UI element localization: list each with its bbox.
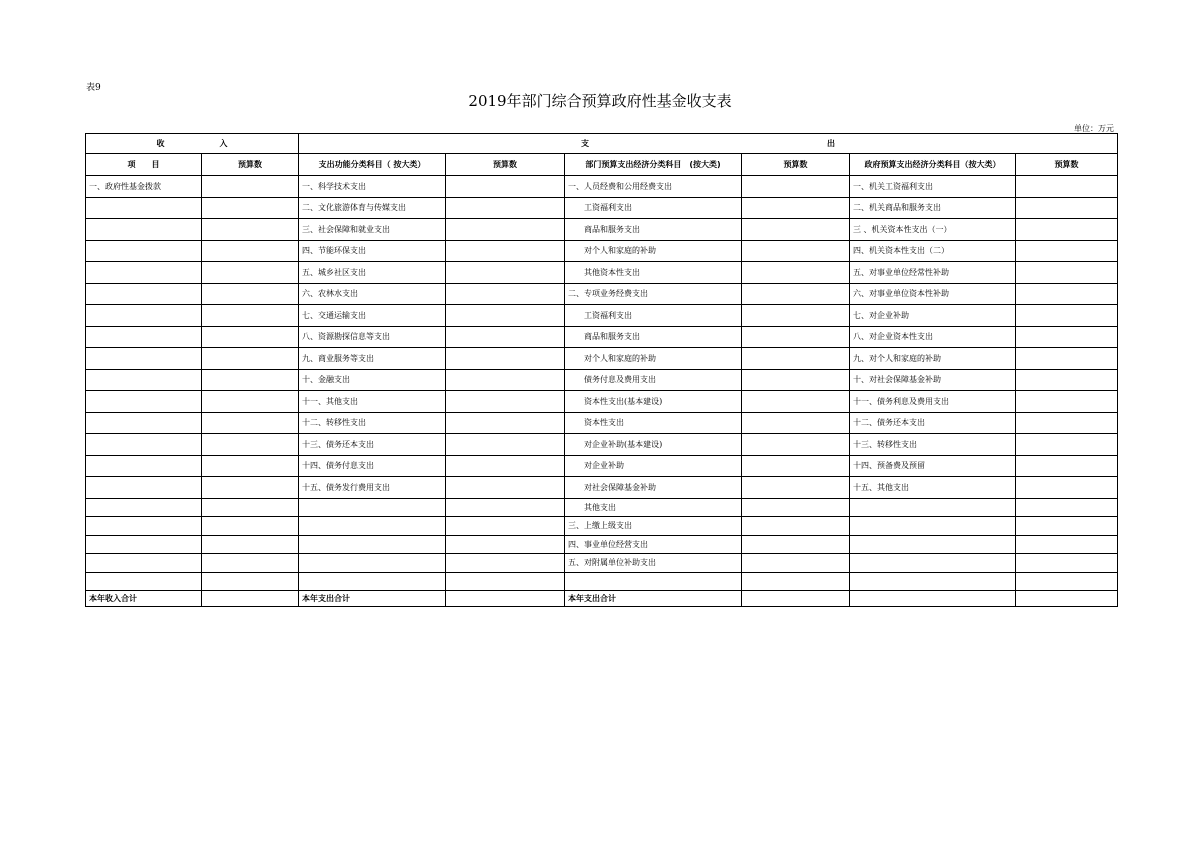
row-dept-budget <box>742 176 850 198</box>
row-gov-econ-category: 一、机关工资福利支出 <box>850 176 1016 198</box>
row-func-budget <box>446 572 565 591</box>
row-item-name <box>86 219 202 241</box>
row-func-category: 九、商业服务等支出 <box>299 348 446 370</box>
row-item-name <box>86 283 202 305</box>
income-label-left: 收 <box>156 139 165 148</box>
row-income-budget <box>202 348 299 370</box>
table-row <box>86 326 1118 348</box>
row-gov-budget <box>1016 219 1118 241</box>
col-header-item: 项 目 <box>86 154 202 176</box>
expense-label-left: 支 <box>581 139 590 148</box>
row-item-name <box>86 391 202 413</box>
row-gov-budget <box>1016 176 1118 198</box>
row-func-budget <box>446 498 565 517</box>
row-dept-econ-category: 一、人员经费和公用经费支出 <box>565 176 742 198</box>
row-func-budget <box>446 326 565 348</box>
row-func-category: 二、文化旅游体育与传媒支出 <box>299 197 446 219</box>
row-gov-econ-category: 十五、其他支出 <box>850 477 1016 499</box>
row-func-budget <box>446 412 565 434</box>
unit-label: 单位：万元 <box>1074 124 1114 133</box>
row-func-category <box>299 517 446 536</box>
row-dept-econ-category: 其他资本性支出 <box>565 262 742 284</box>
row-dept-econ-category: 二、专项业务经费支出 <box>565 283 742 305</box>
row-dept-budget <box>742 391 850 413</box>
total-income-label: 本年收入合计 <box>86 591 202 607</box>
row-item-name <box>86 477 202 499</box>
row-item-name <box>86 305 202 327</box>
row-dept-econ-category: 对个人和家庭的补助 <box>565 348 742 370</box>
table-row <box>86 369 1118 391</box>
table-row <box>86 219 1118 241</box>
row-income-budget <box>202 219 299 241</box>
row-item-name <box>86 498 202 517</box>
row-func-category: 一、科学技术支出 <box>299 176 446 198</box>
row-gov-econ-category: 二、机关商品和服务支出 <box>850 197 1016 219</box>
table-row <box>86 391 1118 413</box>
row-func-category <box>299 535 446 554</box>
row-func-category <box>299 498 446 517</box>
row-income-budget <box>202 535 299 554</box>
total-row <box>86 591 1118 607</box>
col-header-budget: 预算数 <box>742 154 850 176</box>
total-func-budget <box>446 591 565 607</box>
row-gov-econ-category: 十三、转移性支出 <box>850 434 1016 456</box>
row-item-name <box>86 434 202 456</box>
income-group-header <box>86 134 299 154</box>
table-row <box>86 176 1118 198</box>
table-row <box>86 197 1118 219</box>
row-gov-budget <box>1016 326 1118 348</box>
row-dept-econ-category <box>565 572 742 591</box>
row-item-name <box>86 369 202 391</box>
row-dept-budget <box>742 554 850 573</box>
row-dept-budget <box>742 369 850 391</box>
row-dept-budget <box>742 197 850 219</box>
row-gov-econ-category: 五、对事业单位经常性补助 <box>850 262 1016 284</box>
row-dept-budget <box>742 305 850 327</box>
row-item-name <box>86 455 202 477</box>
row-item-name <box>86 262 202 284</box>
row-func-category: 十四、债务付息支出 <box>299 455 446 477</box>
row-gov-econ-category <box>850 517 1016 536</box>
table-row <box>86 283 1118 305</box>
row-dept-econ-category: 商品和服务支出 <box>565 219 742 241</box>
row-func-category: 三、社会保障和就业支出 <box>299 219 446 241</box>
row-func-budget <box>446 477 565 499</box>
table-row <box>86 240 1118 262</box>
table-row <box>86 262 1118 284</box>
row-gov-budget <box>1016 348 1118 370</box>
table-row <box>86 517 1118 536</box>
total-func-label: 本年支出合计 <box>299 591 446 607</box>
table-row <box>86 412 1118 434</box>
row-income-budget <box>202 477 299 499</box>
row-func-budget <box>446 305 565 327</box>
row-item-name <box>86 554 202 573</box>
row-func-category <box>299 554 446 573</box>
row-item-name <box>86 535 202 554</box>
total-dept-label: 本年支出合计 <box>565 591 742 607</box>
row-func-category: 十一、其他支出 <box>299 391 446 413</box>
row-dept-econ-category: 资本性支出 <box>565 412 742 434</box>
total-gov-label <box>850 591 1016 607</box>
row-dept-econ-category: 对社会保障基金补助 <box>565 477 742 499</box>
row-income-budget <box>202 572 299 591</box>
table-row <box>86 498 1118 517</box>
row-gov-budget <box>1016 498 1118 517</box>
table-row <box>86 535 1118 554</box>
row-func-budget <box>446 348 565 370</box>
row-func-category: 十五、债务发行费用支出 <box>299 477 446 499</box>
table-row <box>86 455 1118 477</box>
row-func-category: 十二、转移性支出 <box>299 412 446 434</box>
group-header-row <box>86 134 1118 154</box>
row-dept-budget <box>742 535 850 554</box>
table-row <box>86 348 1118 370</box>
row-dept-econ-category: 其他支出 <box>565 498 742 517</box>
row-func-category: 十三、债务还本支出 <box>299 434 446 456</box>
col-header-budget: 预算数 <box>446 154 565 176</box>
income-label-right: 入 <box>219 139 228 148</box>
page-title: 2019年部门综合预算政府性基金收支表 <box>468 92 732 110</box>
row-gov-budget <box>1016 535 1118 554</box>
row-dept-budget <box>742 517 850 536</box>
col-header-budget: 预算数 <box>202 154 299 176</box>
row-func-budget <box>446 176 565 198</box>
row-gov-econ-category: 六、对事业单位资本性补助 <box>850 283 1016 305</box>
row-income-budget <box>202 434 299 456</box>
row-dept-budget <box>742 498 850 517</box>
row-dept-econ-category: 工资福利支出 <box>565 305 742 327</box>
row-income-budget <box>202 554 299 573</box>
row-func-budget <box>446 535 565 554</box>
row-func-category: 六、农林水支出 <box>299 283 446 305</box>
row-dept-econ-category: 三、上缴上级支出 <box>565 517 742 536</box>
row-income-budget <box>202 391 299 413</box>
table-row <box>86 477 1118 499</box>
row-gov-budget <box>1016 477 1118 499</box>
row-dept-econ-category: 对个人和家庭的补助 <box>565 240 742 262</box>
row-func-budget <box>446 554 565 573</box>
row-gov-budget <box>1016 197 1118 219</box>
row-dept-econ-category: 资本性支出(基本建设) <box>565 391 742 413</box>
total-income-budget <box>202 591 299 607</box>
row-gov-econ-category: 十四、预备费及预留 <box>850 455 1016 477</box>
row-func-budget <box>446 517 565 536</box>
row-gov-budget <box>1016 369 1118 391</box>
row-func-budget <box>446 262 565 284</box>
budget-table <box>85 133 1118 607</box>
row-item-name <box>86 240 202 262</box>
row-gov-econ-category <box>850 498 1016 517</box>
row-income-budget <box>202 305 299 327</box>
row-dept-budget <box>742 348 850 370</box>
row-income-budget <box>202 517 299 536</box>
row-dept-budget <box>742 219 850 241</box>
row-gov-econ-category: 七、对企业补助 <box>850 305 1016 327</box>
row-gov-budget <box>1016 240 1118 262</box>
row-gov-econ-category: 十一、债务利息及费用支出 <box>850 391 1016 413</box>
row-dept-budget <box>742 477 850 499</box>
row-item-name <box>86 326 202 348</box>
row-func-category <box>299 572 446 591</box>
row-gov-econ-category: 四、机关资本性支出（二） <box>850 240 1016 262</box>
row-gov-econ-category: 八、对企业资本性支出 <box>850 326 1016 348</box>
row-gov-budget <box>1016 554 1118 573</box>
row-dept-econ-category: 商品和服务支出 <box>565 326 742 348</box>
row-gov-econ-category <box>850 535 1016 554</box>
row-income-budget <box>202 412 299 434</box>
col-header-func-category: 支出功能分类科目（ 按大类） <box>299 154 446 176</box>
row-func-category: 四、节能环保支出 <box>299 240 446 262</box>
row-func-budget <box>446 283 565 305</box>
row-dept-budget <box>742 434 850 456</box>
row-dept-econ-category: 对企业补助 <box>565 455 742 477</box>
row-gov-econ-category: 十、对社会保障基金补助 <box>850 369 1016 391</box>
row-func-budget <box>446 197 565 219</box>
row-dept-budget <box>742 283 850 305</box>
row-income-budget <box>202 283 299 305</box>
col-header-dept-econ-category: 部门预算支出经济分类科目 (按大类) <box>565 154 742 176</box>
row-func-budget <box>446 240 565 262</box>
row-dept-budget <box>742 572 850 591</box>
row-gov-budget <box>1016 283 1118 305</box>
table-row <box>86 572 1118 591</box>
row-gov-budget <box>1016 305 1118 327</box>
row-gov-econ-category: 十二、债务还本支出 <box>850 412 1016 434</box>
row-income-budget <box>202 176 299 198</box>
row-func-category: 五、城乡社区支出 <box>299 262 446 284</box>
row-income-budget <box>202 455 299 477</box>
row-dept-econ-category: 五、对附属单位补助支出 <box>565 554 742 573</box>
row-gov-budget <box>1016 412 1118 434</box>
row-income-budget <box>202 498 299 517</box>
row-func-budget <box>446 455 565 477</box>
row-gov-econ-category <box>850 572 1016 591</box>
row-income-budget <box>202 326 299 348</box>
row-gov-econ-category <box>850 554 1016 573</box>
row-func-category: 十、金融支出 <box>299 369 446 391</box>
row-dept-budget <box>742 455 850 477</box>
row-func-category: 八、资源勘探信息等支出 <box>299 326 446 348</box>
row-item-name <box>86 348 202 370</box>
table-row <box>86 554 1118 573</box>
column-header-row <box>86 154 1118 176</box>
col-header-budget: 预算数 <box>1016 154 1118 176</box>
row-gov-budget <box>1016 517 1118 536</box>
row-func-budget <box>446 391 565 413</box>
table-row <box>86 434 1118 456</box>
row-dept-budget <box>742 262 850 284</box>
row-dept-econ-category: 债务付息及费用支出 <box>565 369 742 391</box>
row-func-budget <box>446 219 565 241</box>
row-dept-budget <box>742 412 850 434</box>
total-gov-budget <box>1016 591 1118 607</box>
row-func-category: 七、交通运输支出 <box>299 305 446 327</box>
row-dept-budget <box>742 326 850 348</box>
row-gov-budget <box>1016 434 1118 456</box>
row-gov-econ-category: 三 、机关资本性支出（一） <box>850 219 1016 241</box>
row-item-name <box>86 412 202 434</box>
row-gov-budget <box>1016 572 1118 591</box>
row-gov-budget <box>1016 391 1118 413</box>
row-func-budget <box>446 434 565 456</box>
row-income-budget <box>202 262 299 284</box>
row-dept-econ-category: 四、事业单位经营支出 <box>565 535 742 554</box>
total-dept-budget <box>742 591 850 607</box>
row-dept-budget <box>742 240 850 262</box>
row-gov-econ-category: 九、对个人和家庭的补助 <box>850 348 1016 370</box>
row-gov-budget <box>1016 455 1118 477</box>
row-income-budget <box>202 369 299 391</box>
row-item-name <box>86 517 202 536</box>
table-number: 表9 <box>86 83 101 93</box>
row-gov-budget <box>1016 262 1118 284</box>
row-income-budget <box>202 240 299 262</box>
row-item-name <box>86 197 202 219</box>
row-item-name: 一、政府性基金拨款 <box>86 176 202 198</box>
row-income-budget <box>202 197 299 219</box>
row-dept-econ-category: 工资福利支出 <box>565 197 742 219</box>
row-dept-econ-category: 对企业补助(基本建设) <box>565 434 742 456</box>
expense-label-right: 出 <box>827 139 836 148</box>
expense-group-header <box>299 134 1118 154</box>
col-header-gov-econ-category: 政府预算支出经济分类科目（按大类） <box>850 154 1016 176</box>
row-item-name <box>86 572 202 591</box>
row-func-budget <box>446 369 565 391</box>
table-row <box>86 305 1118 327</box>
